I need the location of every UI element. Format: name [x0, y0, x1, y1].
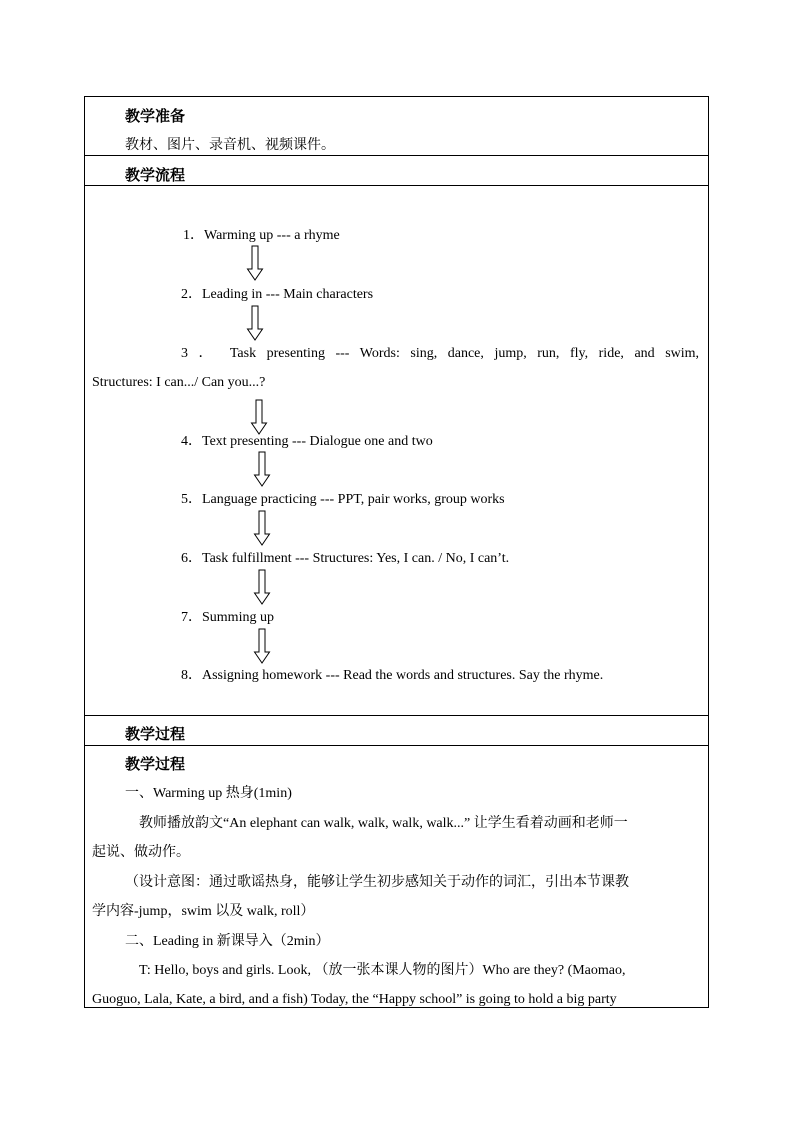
down-arrow-icon — [253, 628, 271, 664]
flow-step-3-structures: Structures: I can.../ Can you...? — [92, 375, 266, 390]
step-number: 2． — [181, 287, 202, 302]
section1-text-cont: 起说、做动作。 — [92, 845, 190, 860]
flow-step-4 — [181, 433, 433, 451]
design-intent-cont: 学内容-jump，swim 以及 walk, roll） — [92, 904, 315, 919]
row-divider — [85, 185, 708, 186]
down-arrow-icon — [250, 399, 268, 435]
step-word: sing, — [410, 346, 438, 361]
flow-step-2 — [181, 286, 373, 304]
step-word: run, — [537, 346, 560, 361]
flow-step-1 — [183, 227, 340, 245]
down-arrow-icon — [246, 245, 264, 281]
flow-step-8 — [181, 667, 603, 685]
step-word: presenting — [266, 346, 325, 361]
step-word: ride, — [598, 346, 624, 361]
step-number: 1． — [183, 228, 204, 243]
prep-title: 教学准备 — [125, 109, 186, 125]
step-word: and — [634, 346, 655, 361]
process-header: 教学过程 — [125, 727, 186, 743]
section2-text-cont: Guoguo, Lala, Kate, a bird, and a fish) Today, the “Happy school” is going to hold a big party — [92, 992, 617, 1007]
step-label: Assigning homework --- Read the words and structures. Say the rhyme. — [202, 668, 604, 683]
step-label: Leading in --- Main characters — [202, 287, 374, 302]
step-label: Language practicing --- PPT, pair works, group works — [202, 492, 505, 507]
step-word: jump, — [494, 346, 527, 361]
row-divider — [85, 715, 708, 716]
step-word: dance, — [447, 346, 484, 361]
step-number: 3 ． — [181, 346, 220, 361]
step-number: 7． — [181, 610, 202, 625]
step-number: 4． — [181, 434, 202, 449]
row-divider — [85, 745, 708, 746]
flow-step-3 — [92, 345, 699, 363]
flow-step-5 — [181, 491, 505, 509]
down-arrow-icon — [246, 305, 264, 341]
step-label: Summing up — [202, 610, 274, 625]
design-intent: （设计意图：通过歌谣热身，能够让学生初步感知关于动作的词汇，引出本节课教 — [125, 875, 629, 890]
step-number: 8． — [181, 668, 202, 683]
down-arrow-icon — [253, 569, 271, 605]
step-word: fly, — [569, 346, 589, 361]
prep-materials: 教材、图片、录音机、视频课件。 — [125, 138, 335, 153]
flow-step-7 — [181, 609, 274, 627]
flow-title: 教学流程 — [125, 168, 186, 184]
step-number: 5． — [181, 492, 202, 507]
row-divider — [85, 155, 708, 156]
section2-text: T: Hello, boys and girls. Look, （放一张本课人物的图片）Who are they? (Maomao, — [139, 963, 626, 978]
down-arrow-icon — [253, 451, 271, 487]
step-label: Task fulfillment --- Structures: Yes, I can. / No, I can’t. — [202, 551, 510, 566]
step-word: swim, — [665, 346, 700, 361]
section1-text: 教师播放韵文“An elephant can walk, walk, walk, walk...” 让学生看着动画和老师一 — [139, 816, 628, 831]
lesson-plan-table — [84, 96, 709, 1008]
step-label: Text presenting --- Dialogue one and two — [202, 434, 433, 449]
section2-title: 二、Leading in 新课导入（2min） — [125, 934, 330, 949]
flow-step-6 — [181, 550, 509, 568]
section1-title: 一、Warming up 热身(1min) — [125, 786, 292, 801]
step-label: Warming up --- a rhyme — [204, 228, 340, 243]
step-word: Task — [229, 346, 257, 361]
step-word: --- Words: — [335, 346, 400, 361]
process-title: 教学过程 — [125, 757, 186, 773]
down-arrow-icon — [253, 510, 271, 546]
step-number: 6． — [181, 551, 202, 566]
